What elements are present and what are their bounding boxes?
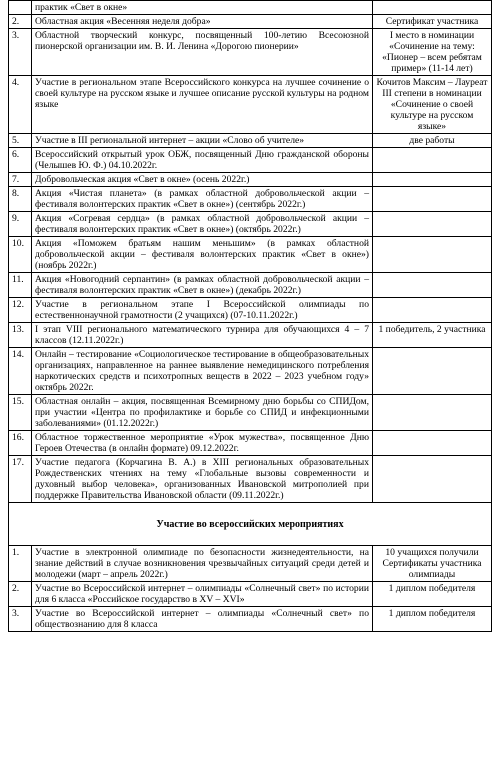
event-result [373,298,492,323]
event-description: практик «Свет в окне» [32,1,373,15]
row-number: 11. [9,273,32,298]
event-result: две работы [373,134,492,148]
table-row [9,212,492,237]
table-row [9,607,492,632]
event-description: Акция «Согревая сердца» (в рамках областной добровольческой акции – фестиваля волонтерских практик «Свет в окне») (октябрь 2022г.) [32,212,373,237]
event-result [373,273,492,298]
row-number: 3. [9,29,32,76]
event-description: Областная онлайн – акция, посвященная Всемирному дню борьбы со СПИДом, при участии «Центра по профилактике и борьбе со СПИД и инфекционными заболеваниями» (01.12.2022г.) [32,395,373,431]
table-row [9,29,492,76]
row-number: 10. [9,237,32,273]
event-description: Всероссийский открытый урок ОБЖ, посвященный Дню гражданской обороны (Челышев Ю. Ф.) 04.10.2022г. [32,148,373,173]
table-row [9,15,492,29]
table-row [9,323,492,348]
row-number: 16. [9,431,32,456]
row-number: 1. [9,546,32,582]
event-result [373,348,492,395]
events-table [8,0,492,632]
table-row [9,237,492,273]
event-result: Сертификат участника [373,15,492,29]
event-result [373,1,492,15]
event-result [373,187,492,212]
table-row [9,348,492,395]
document-page [8,0,492,632]
event-description: Участие педагога (Корчагина В. А.) в XIII региональных образовательных Рождественских чтениях на тему «Глобальные вызовы современности и духовный выбор человека», организованных Ивановской митрополией при поддержке Правительства Ивановской области (09.11.2022г.) [32,456,373,503]
table-row [9,456,492,503]
event-result [373,431,492,456]
table-row [9,1,492,15]
table-row [9,298,492,323]
table-row [9,395,492,431]
row-number: 12. [9,298,32,323]
table-row [9,431,492,456]
event-description: Областное торжественное мероприятие «Урок мужества», посвященное Дню Героев Отечества (в онлайн формате) 09.12.2022г. [32,431,373,456]
event-result [373,395,492,431]
row-number [9,1,32,15]
event-result [373,148,492,173]
event-description: Участие в III региональной интернет – акции «Слово об учителе» [32,134,373,148]
table-row [9,187,492,212]
event-description: Добровольческая акция «Свет в окне» (осень 2022г.) [32,173,373,187]
row-number: 7. [9,173,32,187]
event-result: 10 учащихся получили Сертификаты участника олимпиады [373,546,492,582]
row-number: 5. [9,134,32,148]
event-description: Участие во Всероссийской интернет – олимпиады «Солнечный свет» по обществознанию для 8 класса [32,607,373,632]
event-description: Акция «Чистая планета» (в рамках областной добровольческой акции – фестиваля волонтерских практик «Свет в окне») (сентябрь 2022г.) [32,187,373,212]
event-result: I место в номинации «Сочинение на тему: «Пионер – всем ребятам пример» (11-14 лет) [373,29,492,76]
event-description: Областная акция «Весенняя неделя добра» [32,15,373,29]
row-number: 14. [9,348,32,395]
row-number: 13. [9,323,32,348]
row-number: 2. [9,15,32,29]
row-number: 4. [9,76,32,134]
event-description: Онлайн – тестирование «Социологическое тестирование в общеобразовательных организациях, направленное на раннее выявление немедицинского потребления наркотических средств и психотропных веществ в 2022 – 2023 учебном году» октябрь 2022г. [32,348,373,395]
event-description: I этап VIII регионального математического турнира для обучающихся 4 – 7 классов (12.11.2022г.) [32,323,373,348]
row-number: 9. [9,212,32,237]
event-result: 1 победитель, 2 участника [373,323,492,348]
event-description: Участие во Всероссийской интернет – олимпиады «Солнечный свет» по истории для 6 класса «Российское государство в XV – XVI» [32,582,373,607]
event-result: 1 диплом победителя [373,582,492,607]
event-description: Областной творческий конкурс, посвященный 100-летию Всесоюзной пионерской организации им. В. И. Ленина «Дорогою пионерии» [32,29,373,76]
event-description: Акция «Новогодний серпантин» (в рамках областной добровольческой акции – фестиваля волонтерских практик «Свет в окне») (декабрь 2022г.) [32,273,373,298]
event-result [373,173,492,187]
section-header-row [9,503,492,546]
row-number: 17. [9,456,32,503]
table-row [9,273,492,298]
event-result: 1 диплом победителя [373,607,492,632]
event-result [373,237,492,273]
table-row [9,134,492,148]
row-number: 2. [9,582,32,607]
table-row [9,582,492,607]
table-row [9,546,492,582]
event-result [373,212,492,237]
row-number: 8. [9,187,32,212]
event-result [373,456,492,503]
event-description: Участие в региональном этапе Всероссийского конкурса на лучшее сочинение о своей культуре на русском языке и лучшее описание русской культуры на родном языке [32,76,373,134]
row-number: 15. [9,395,32,431]
table-row [9,173,492,187]
table-row [9,148,492,173]
event-description: Участие в региональном этапе I Всероссийской олимпиады по естественнонаучной грамотности (2 учащихся) (07-10.11.2022г.) [32,298,373,323]
event-description: Акция «Поможем братьям нашим меньшим» (в рамках областной добровольческой акции – фестиваля волонтерских практик «Свет в окне») (ноябрь 2022г.) [32,237,373,273]
table-row [9,76,492,134]
row-number: 3. [9,607,32,632]
section-title: Участие во всероссийских мероприятиях [9,503,492,546]
row-number: 6. [9,148,32,173]
event-description: Участие в электронной олимпиаде по безопасности жизнедеятельности, на знание действий в случае возникновения чрезвычайных ситуаций среди детей и молодежи (март – апрель 2022г.) [32,546,373,582]
event-result: Кочитов Максим – Лауреат III степени в номинации «Сочинение о своей культуре на русском языке» [373,76,492,134]
